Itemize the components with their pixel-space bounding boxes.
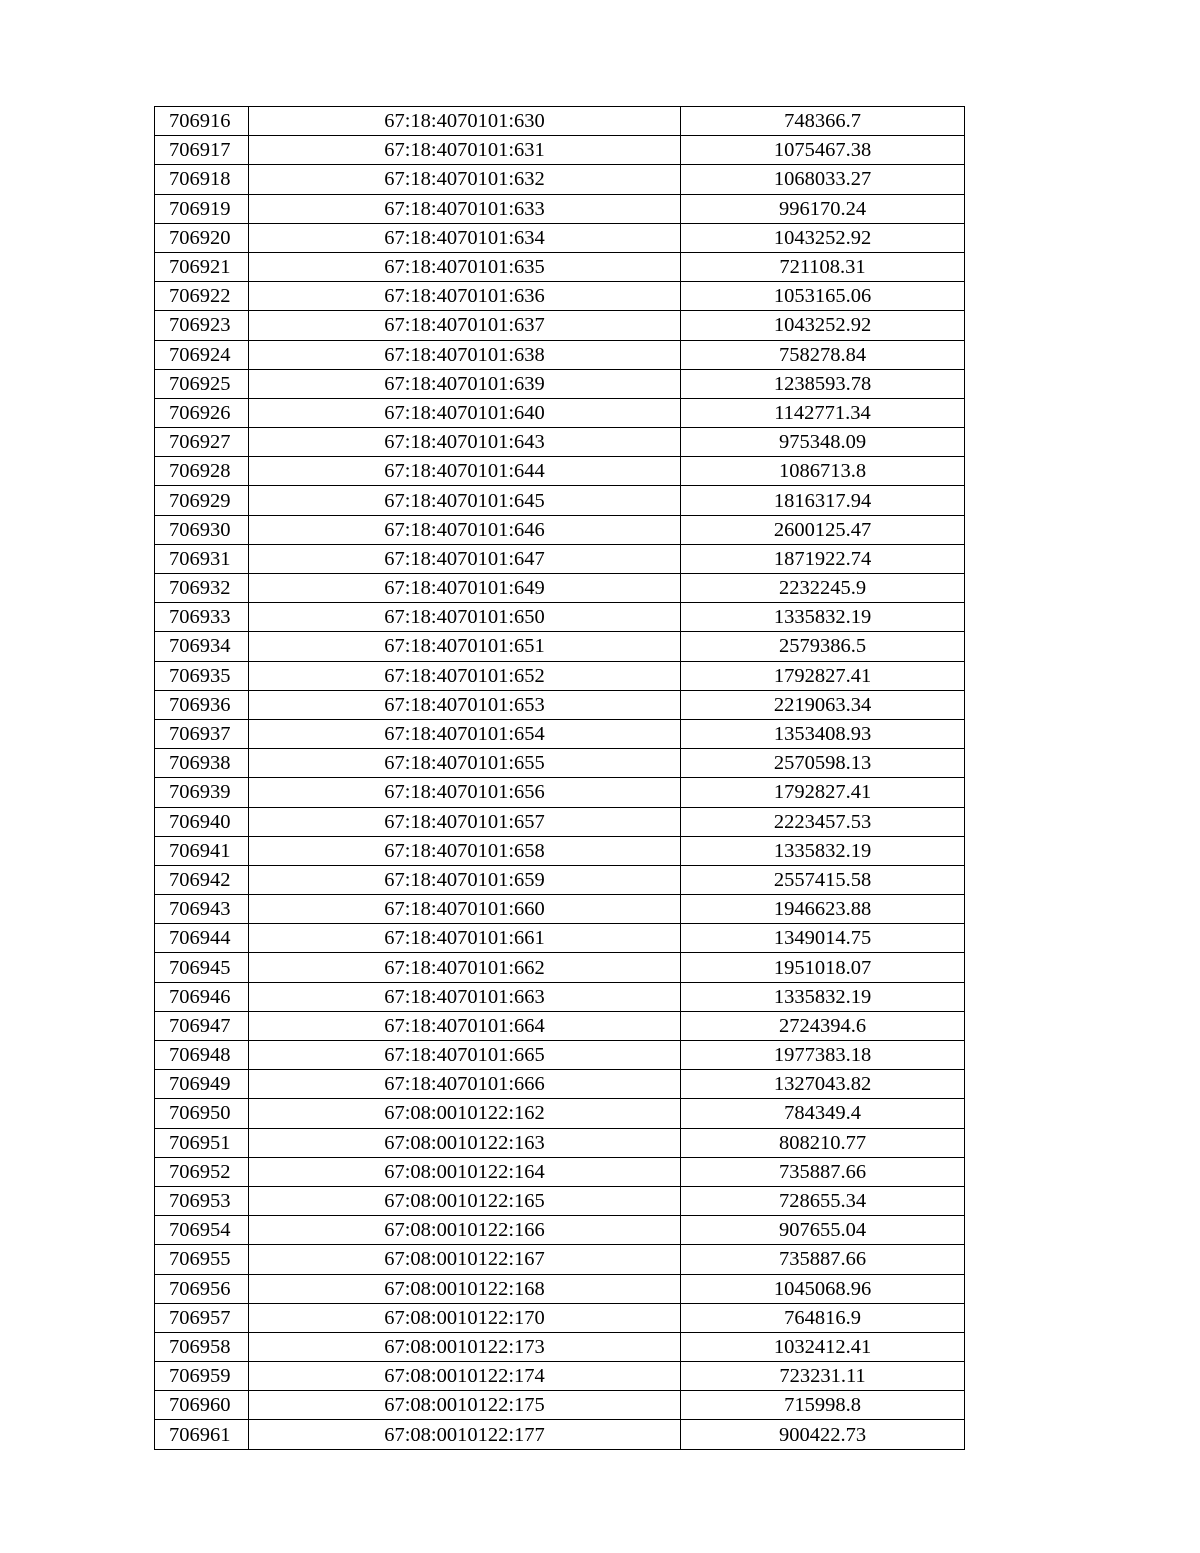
table-row	[155, 603, 965, 632]
row-number-cell: 706934	[155, 632, 249, 661]
row-number-cell: 706924	[155, 340, 249, 369]
table-row	[155, 1186, 965, 1215]
value-cell: 1951018.07	[681, 953, 965, 982]
table-row	[155, 515, 965, 544]
cadastral-number-cell: 67:18:4070101:643	[249, 428, 681, 457]
cadastral-number-cell: 67:18:4070101:657	[249, 807, 681, 836]
table-row	[155, 1157, 965, 1186]
cadastral-number-cell: 67:18:4070101:633	[249, 194, 681, 223]
row-number-cell: 706944	[155, 924, 249, 953]
row-number-cell: 706935	[155, 661, 249, 690]
value-cell: 1353408.93	[681, 719, 965, 748]
cadastral-number-cell: 67:18:4070101:656	[249, 778, 681, 807]
table-row	[155, 1099, 965, 1128]
table-row	[155, 661, 965, 690]
row-number-cell: 706928	[155, 457, 249, 486]
cadastral-number-cell: 67:08:0010122:165	[249, 1186, 681, 1215]
row-number-cell: 706925	[155, 369, 249, 398]
row-number-cell: 706961	[155, 1420, 249, 1449]
table-row	[155, 836, 965, 865]
value-cell: 748366.7	[681, 107, 965, 136]
table-row	[155, 1274, 965, 1303]
table-row	[155, 778, 965, 807]
value-cell: 1086713.8	[681, 457, 965, 486]
row-number-cell: 706953	[155, 1186, 249, 1215]
value-cell: 2223457.53	[681, 807, 965, 836]
row-number-cell: 706916	[155, 107, 249, 136]
table-row	[155, 1332, 965, 1361]
row-number-cell: 706952	[155, 1157, 249, 1186]
cadastral-number-cell: 67:18:4070101:640	[249, 398, 681, 427]
cadastral-number-cell: 67:18:4070101:637	[249, 311, 681, 340]
value-cell: 784349.4	[681, 1099, 965, 1128]
value-cell: 728655.34	[681, 1186, 965, 1215]
row-number-cell: 706930	[155, 515, 249, 544]
value-cell: 1327043.82	[681, 1070, 965, 1099]
cadastral-number-cell: 67:18:4070101:658	[249, 836, 681, 865]
table-row	[155, 311, 965, 340]
cadastral-number-cell: 67:18:4070101:653	[249, 690, 681, 719]
row-number-cell: 706920	[155, 223, 249, 252]
row-number-cell: 706932	[155, 574, 249, 603]
row-number-cell: 706957	[155, 1303, 249, 1332]
table-row	[155, 1011, 965, 1040]
table-row	[155, 1303, 965, 1332]
table-row	[155, 865, 965, 894]
value-cell: 758278.84	[681, 340, 965, 369]
row-number-cell: 706936	[155, 690, 249, 719]
cadastral-number-cell: 67:18:4070101:662	[249, 953, 681, 982]
table-row	[155, 457, 965, 486]
data-table	[154, 106, 965, 1450]
row-number-cell: 706923	[155, 311, 249, 340]
table-row	[155, 1420, 965, 1449]
row-number-cell: 706939	[155, 778, 249, 807]
value-cell: 1335832.19	[681, 603, 965, 632]
row-number-cell: 706954	[155, 1216, 249, 1245]
cadastral-number-cell: 67:08:0010122:167	[249, 1245, 681, 1274]
row-number-cell: 706942	[155, 865, 249, 894]
value-cell: 1816317.94	[681, 486, 965, 515]
table-row	[155, 1362, 965, 1391]
table-row	[155, 340, 965, 369]
value-cell: 723231.11	[681, 1362, 965, 1391]
row-number-cell: 706926	[155, 398, 249, 427]
row-number-cell: 706958	[155, 1332, 249, 1361]
row-number-cell: 706922	[155, 282, 249, 311]
row-number-cell: 706956	[155, 1274, 249, 1303]
cadastral-number-cell: 67:18:4070101:636	[249, 282, 681, 311]
value-cell: 764816.9	[681, 1303, 965, 1332]
value-cell: 2570598.13	[681, 749, 965, 778]
cadastral-number-cell: 67:18:4070101:631	[249, 136, 681, 165]
value-cell: 1043252.92	[681, 311, 965, 340]
value-cell: 721108.31	[681, 252, 965, 281]
cadastral-number-cell: 67:18:4070101:646	[249, 515, 681, 544]
row-number-cell: 706950	[155, 1099, 249, 1128]
cadastral-number-cell: 67:18:4070101:644	[249, 457, 681, 486]
row-number-cell: 706917	[155, 136, 249, 165]
value-cell: 808210.77	[681, 1128, 965, 1157]
table-row	[155, 282, 965, 311]
row-number-cell: 706947	[155, 1011, 249, 1040]
row-number-cell: 706951	[155, 1128, 249, 1157]
value-cell: 735887.66	[681, 1157, 965, 1186]
cadastral-number-cell: 67:08:0010122:163	[249, 1128, 681, 1157]
table-row	[155, 574, 965, 603]
row-number-cell: 706933	[155, 603, 249, 632]
cadastral-number-cell: 67:18:4070101:664	[249, 1011, 681, 1040]
table-row	[155, 1391, 965, 1420]
value-cell: 975348.09	[681, 428, 965, 457]
cadastral-number-cell: 67:08:0010122:164	[249, 1157, 681, 1186]
table-row	[155, 107, 965, 136]
value-cell: 1977383.18	[681, 1041, 965, 1070]
value-cell: 1335832.19	[681, 982, 965, 1011]
table-row	[155, 398, 965, 427]
value-cell: 1045068.96	[681, 1274, 965, 1303]
table-row	[155, 369, 965, 398]
cadastral-number-cell: 67:18:4070101:666	[249, 1070, 681, 1099]
cadastral-number-cell: 67:18:4070101:659	[249, 865, 681, 894]
table-row	[155, 1041, 965, 1070]
cadastral-number-cell: 67:18:4070101:645	[249, 486, 681, 515]
cadastral-number-cell: 67:18:4070101:650	[249, 603, 681, 632]
cadastral-number-cell: 67:18:4070101:639	[249, 369, 681, 398]
table-row	[155, 165, 965, 194]
cadastral-number-cell: 67:18:4070101:651	[249, 632, 681, 661]
cadastral-number-cell: 67:18:4070101:652	[249, 661, 681, 690]
row-number-cell: 706945	[155, 953, 249, 982]
table-body	[155, 107, 965, 1450]
table-row	[155, 544, 965, 573]
value-cell: 1792827.41	[681, 661, 965, 690]
cadastral-number-cell: 67:18:4070101:665	[249, 1041, 681, 1070]
row-number-cell: 706921	[155, 252, 249, 281]
value-cell: 2724394.6	[681, 1011, 965, 1040]
row-number-cell: 706937	[155, 719, 249, 748]
cadastral-number-cell: 67:18:4070101:647	[249, 544, 681, 573]
value-cell: 2579386.5	[681, 632, 965, 661]
row-number-cell: 706931	[155, 544, 249, 573]
cadastral-number-cell: 67:08:0010122:177	[249, 1420, 681, 1449]
value-cell: 1043252.92	[681, 223, 965, 252]
table-row	[155, 252, 965, 281]
cadastral-number-cell: 67:18:4070101:661	[249, 924, 681, 953]
value-cell: 1068033.27	[681, 165, 965, 194]
cadastral-number-cell: 67:08:0010122:168	[249, 1274, 681, 1303]
row-number-cell: 706927	[155, 428, 249, 457]
cadastral-number-cell: 67:08:0010122:162	[249, 1099, 681, 1128]
table-row	[155, 895, 965, 924]
cadastral-number-cell: 67:18:4070101:663	[249, 982, 681, 1011]
cadastral-number-cell: 67:18:4070101:635	[249, 252, 681, 281]
table-row	[155, 1128, 965, 1157]
table-row	[155, 719, 965, 748]
table-row	[155, 924, 965, 953]
row-number-cell: 706946	[155, 982, 249, 1011]
cadastral-number-cell: 67:18:4070101:654	[249, 719, 681, 748]
value-cell: 1349014.75	[681, 924, 965, 953]
value-cell: 1032412.41	[681, 1332, 965, 1361]
value-cell: 1053165.06	[681, 282, 965, 311]
cadastral-number-cell: 67:18:4070101:630	[249, 107, 681, 136]
table-row	[155, 807, 965, 836]
cadastral-number-cell: 67:08:0010122:173	[249, 1332, 681, 1361]
table-row	[155, 136, 965, 165]
value-cell: 1142771.34	[681, 398, 965, 427]
value-cell: 907655.04	[681, 1216, 965, 1245]
table-row	[155, 1070, 965, 1099]
value-cell: 1335832.19	[681, 836, 965, 865]
row-number-cell: 706943	[155, 895, 249, 924]
value-cell: 1946623.88	[681, 895, 965, 924]
cadastral-number-cell: 67:18:4070101:660	[249, 895, 681, 924]
table-row	[155, 223, 965, 252]
row-number-cell: 706960	[155, 1391, 249, 1420]
cadastral-number-cell: 67:18:4070101:632	[249, 165, 681, 194]
cadastral-number-cell: 67:18:4070101:634	[249, 223, 681, 252]
row-number-cell: 706941	[155, 836, 249, 865]
value-cell: 1075467.38	[681, 136, 965, 165]
table-row	[155, 1245, 965, 1274]
table-row	[155, 1216, 965, 1245]
row-number-cell: 706918	[155, 165, 249, 194]
value-cell: 715998.8	[681, 1391, 965, 1420]
table-row	[155, 953, 965, 982]
cadastral-number-cell: 67:08:0010122:174	[249, 1362, 681, 1391]
value-cell: 900422.73	[681, 1420, 965, 1449]
table-row	[155, 486, 965, 515]
row-number-cell: 706919	[155, 194, 249, 223]
value-cell: 735887.66	[681, 1245, 965, 1274]
table-row	[155, 982, 965, 1011]
row-number-cell: 706959	[155, 1362, 249, 1391]
cadastral-number-cell: 67:18:4070101:638	[249, 340, 681, 369]
value-cell: 2232245.9	[681, 574, 965, 603]
value-cell: 1792827.41	[681, 778, 965, 807]
cadastral-number-cell: 67:08:0010122:170	[249, 1303, 681, 1332]
value-cell: 1871922.74	[681, 544, 965, 573]
table-row	[155, 194, 965, 223]
value-cell: 2219063.34	[681, 690, 965, 719]
table-row	[155, 632, 965, 661]
table-row	[155, 428, 965, 457]
cadastral-number-cell: 67:18:4070101:649	[249, 574, 681, 603]
row-number-cell: 706929	[155, 486, 249, 515]
row-number-cell: 706949	[155, 1070, 249, 1099]
row-number-cell: 706955	[155, 1245, 249, 1274]
cadastral-number-cell: 67:18:4070101:655	[249, 749, 681, 778]
table-row	[155, 690, 965, 719]
cadastral-number-cell: 67:08:0010122:166	[249, 1216, 681, 1245]
table-row	[155, 749, 965, 778]
value-cell: 1238593.78	[681, 369, 965, 398]
value-cell: 2600125.47	[681, 515, 965, 544]
cadastral-number-cell: 67:08:0010122:175	[249, 1391, 681, 1420]
row-number-cell: 706948	[155, 1041, 249, 1070]
row-number-cell: 706938	[155, 749, 249, 778]
value-cell: 2557415.58	[681, 865, 965, 894]
value-cell: 996170.24	[681, 194, 965, 223]
row-number-cell: 706940	[155, 807, 249, 836]
